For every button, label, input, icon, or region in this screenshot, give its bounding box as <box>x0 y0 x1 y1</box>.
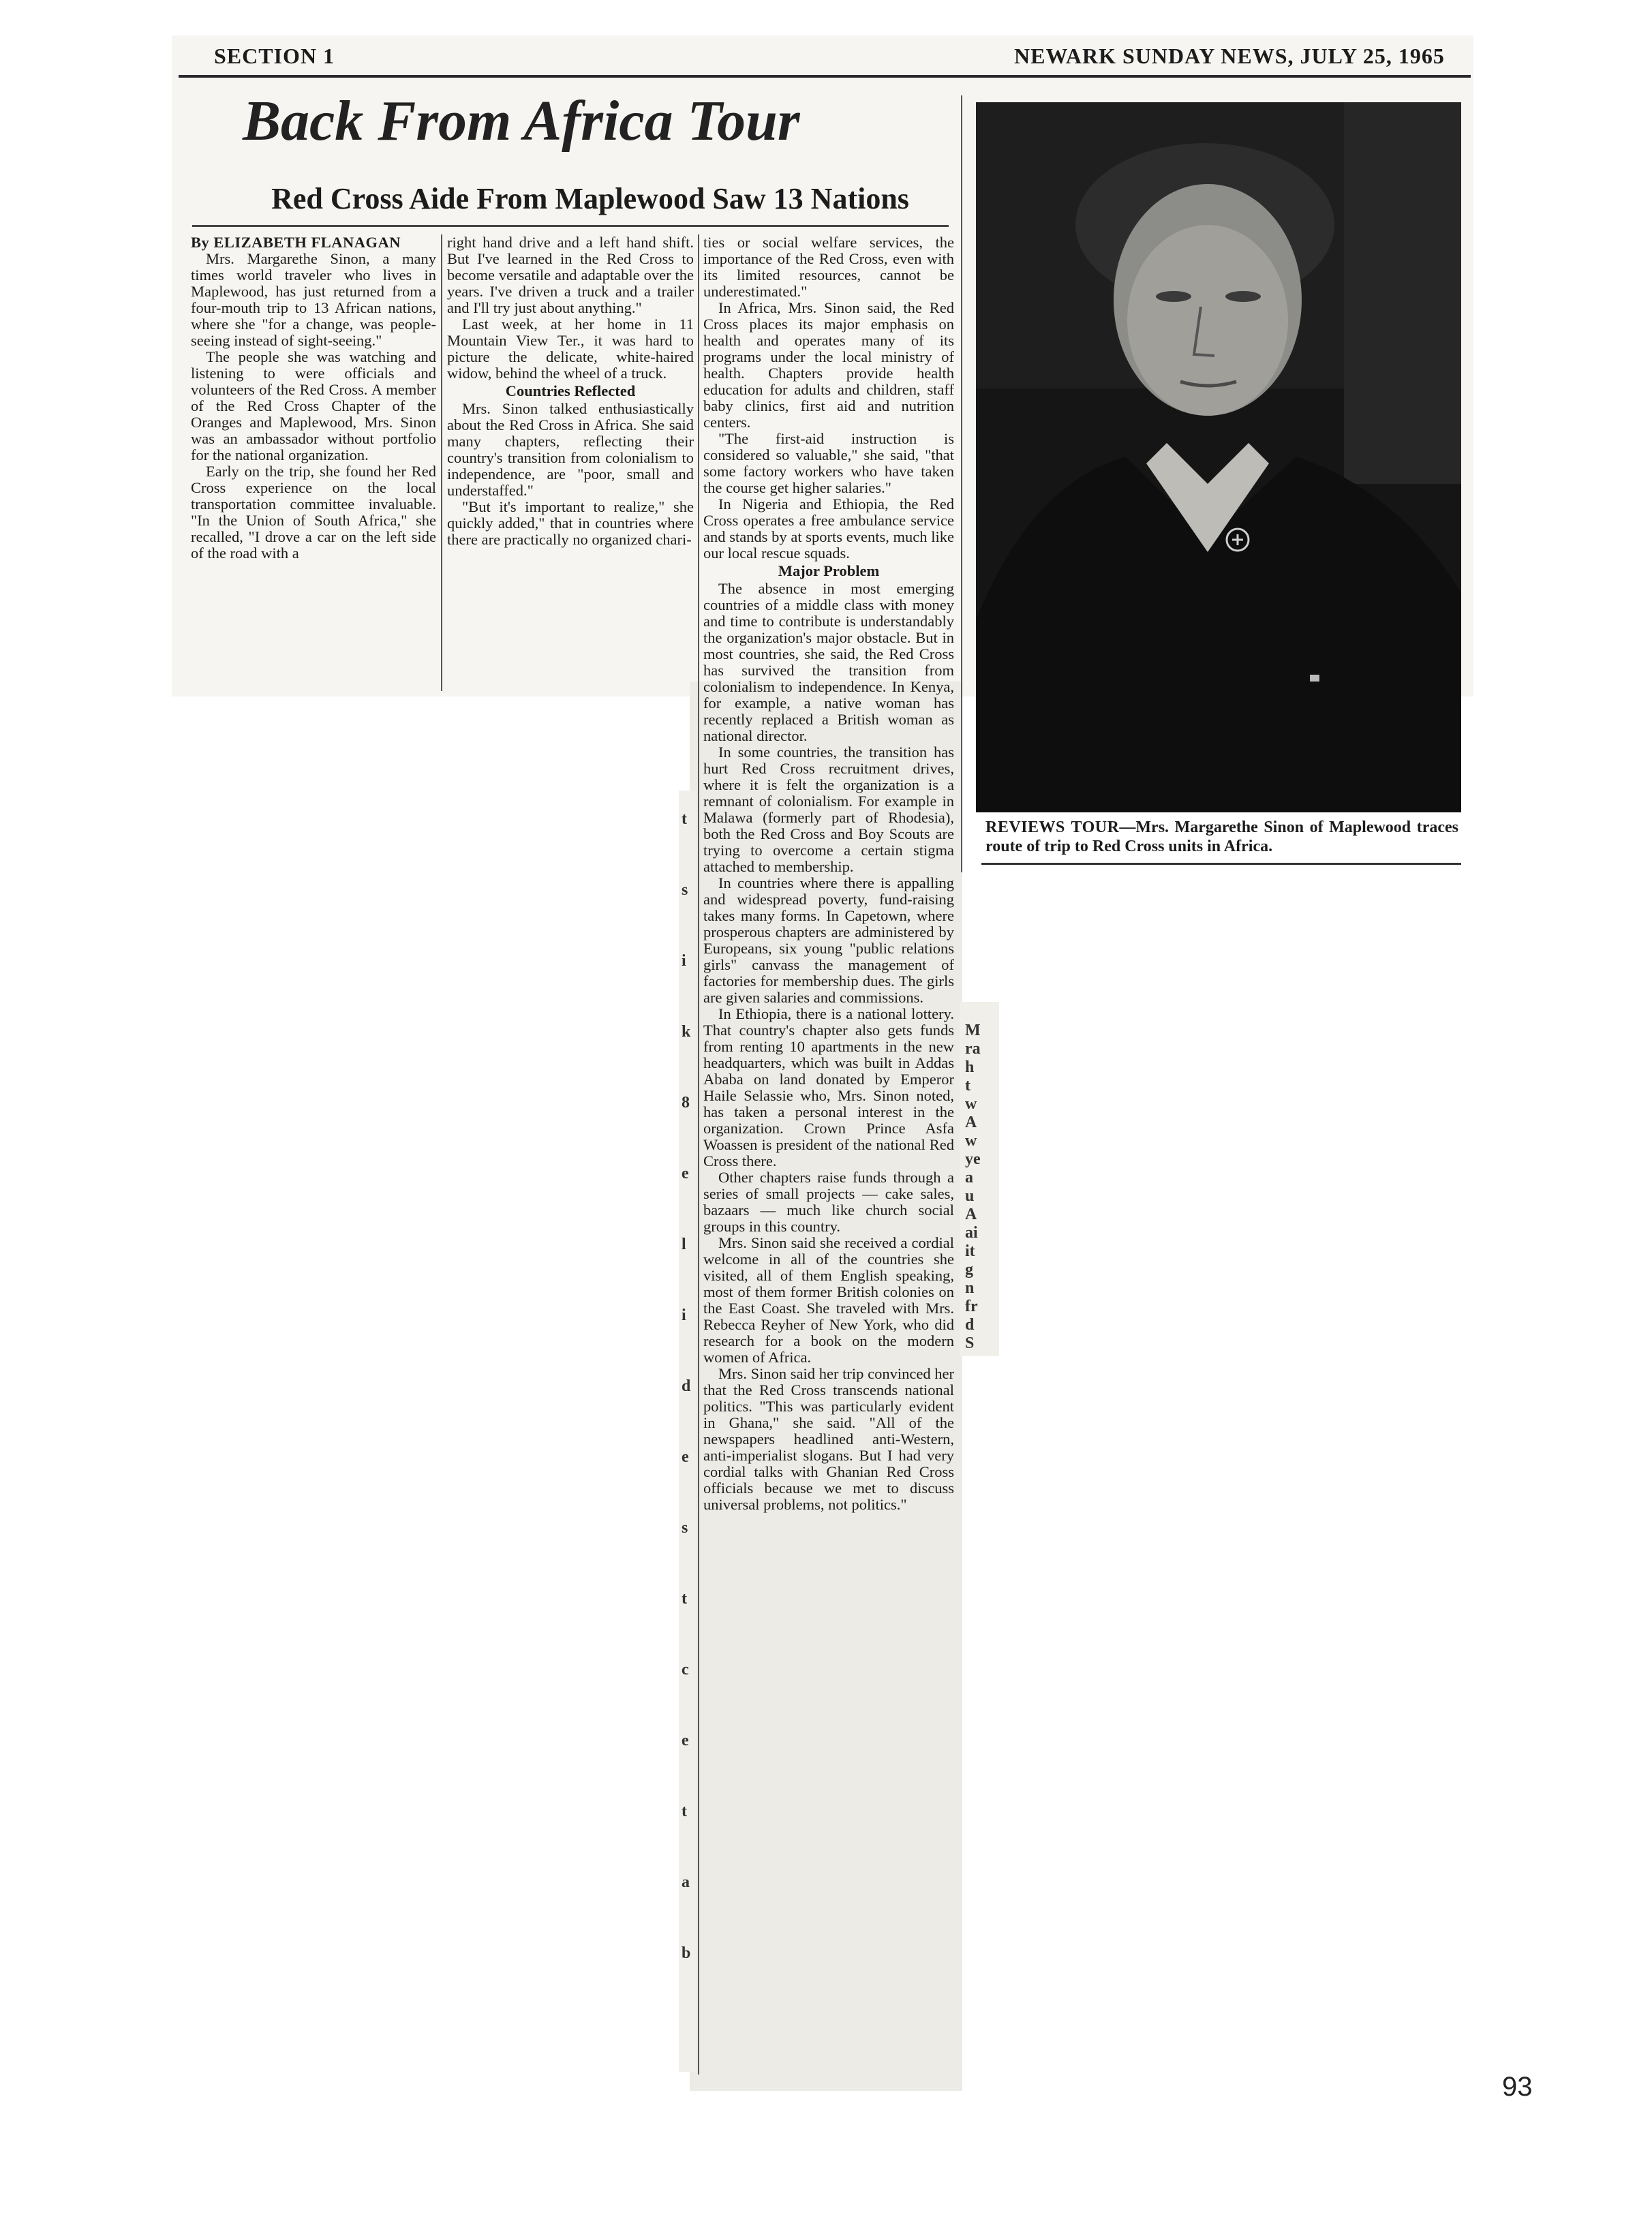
section-subhead: Countries Reflected <box>505 382 636 399</box>
paragraph: Mrs. Sinon said she received a cordial welcome in all of the countries she visited, all of them English speaking, most of them former British colonies on the East Coast. She traveled with Mrs. Rebecca Reyher of New York, who did research for a book on the modern women of Africa. <box>703 1234 954 1366</box>
cut-off-text-fragment: w <box>965 1095 977 1113</box>
newspaper-dateline: NEWARK SUNDAY NEWS, JULY 25, 1965 <box>1014 44 1445 68</box>
section-subhead: Major Problem <box>778 562 880 579</box>
paragraph: In some countries, the transition has hurt Red Cross recruitment drives, where it is felt the organization is a remnant of colonialism. For example in Malawa (formerly part of Rhodesia), both the Red Cross and Boy Scouts are trying to overcome a certain stigma attached to membership. <box>703 744 954 875</box>
cut-off-text-fragment: e <box>682 1732 689 1749</box>
paragraph: ties or social welfare services, the importance of the Red Cross, even with its limited resources, cannot be underestimated." <box>703 234 954 300</box>
cut-off-text-fragment: A <box>965 1206 977 1223</box>
paragraph: In Nigeria and Ethiopia, the Red Cross operates a free ambulance service and stands by at sports events, much like our local rescue squads. <box>703 495 954 562</box>
article-column-3 <box>703 234 954 2075</box>
cut-off-text-fragment: s <box>682 1519 688 1537</box>
cut-off-text-fragment: A <box>965 1114 977 1131</box>
cut-off-text-fragment: i <box>682 952 686 970</box>
caption-label: REVIEWS TOUR <box>985 818 1120 836</box>
cut-off-text-fragment: h <box>965 1058 975 1076</box>
cut-off-text-fragment: w <box>965 1132 977 1150</box>
photo-caption <box>985 818 1458 856</box>
cut-off-text-fragment: it <box>965 1242 975 1260</box>
cut-off-text-fragment: ra <box>965 1040 981 1058</box>
cut-off-text-fragment: fr <box>965 1298 978 1315</box>
caption-rule <box>981 863 1461 865</box>
header-rule <box>179 75 1471 78</box>
paragraph: The absence in most emerging countries of a middle class with money and time to contribute is understandably the organization's major obstacle. But in most countries, she said, the Red Cross has survived the transition from colonialism to independence. In Kenya, for example, a native woman has recently replaced a British woman as national director. <box>703 580 954 744</box>
cut-off-text-fragment: c <box>682 1661 689 1679</box>
cut-off-text-fragment: k <box>682 1023 691 1041</box>
cut-off-text-fragment: t <box>682 810 687 828</box>
portrait-photo <box>976 102 1461 812</box>
cut-off-text-fragment: i <box>682 1306 686 1324</box>
cut-off-text-fragment: t <box>682 1590 687 1608</box>
paragraph: Early on the trip, she found her Red Cross experience on the local transportation committee invaluable. "In the Union of South Africa," she recalled, "I drove a car on the left side of the road with a <box>191 463 436 562</box>
headline: Back From Africa Tour <box>243 89 800 153</box>
cut-off-text-fragment: b <box>682 1944 691 1962</box>
cut-off-text-fragment: t <box>965 1077 970 1095</box>
paragraph: In Ethiopia, there is a national lottery. That country's chapter also gets funds from renting 10 apartments in the new headquarters, which was built in Addas Ababa on land donated by Emperor Haile Selassie who, Mrs. Sinon noted, has taken a personal interest in the organization. Crown Prince Asfa Woassen is president of the national Red Cross there. <box>703 1005 954 1169</box>
article-column-1 <box>191 234 436 691</box>
cut-off-headline-fragment <box>1002 870 1343 885</box>
paragraph: Mrs. Margarethe Sinon, a many times world traveler who lives in Maplewood, has just returned from a four-mouth trip to 13 African nations, where she "for a change, was people-seeing instead of sight-seeing." <box>191 250 436 349</box>
cut-off-text-fragment: d <box>682 1377 691 1395</box>
portrait-photo-image <box>976 102 1461 812</box>
cut-off-text-fragment: a <box>682 1873 690 1891</box>
paragraph: "But it's important to realize," she quickly added," that in countries where there are practically no organized chari- <box>447 498 694 548</box>
paragraph: Mrs. Sinon talked enthusiastically about the Red Cross in Africa. She said many chapters, reflecting their country's transition from colonialism to independence, are "poor, small and understaffed." <box>447 400 694 499</box>
paragraph: Mrs. Sinon said her trip convinced her that the Red Cross transcends national politics. "This was particularly evident in Ghana," she said. "All of the newspapers headlined anti-Western, anti-imperialist slogans. But I had very cordial talks with Ghanian Red Cross officials because we met to discuss universal problems, not politics." <box>703 1365 954 1513</box>
caption-text: —Mrs. Margarethe Sinon of Maplewood traces route of trip to Red Cross units in Africa. <box>985 818 1458 855</box>
cut-off-text-fragment: g <box>965 1261 973 1279</box>
paragraph: In countries where there is appalling and widespread poverty, fund-raising takes many forms. In Capetown, where prosperous chapters are administered by Europeans, six young "public relations girls" canvass the management of factories for membership dues. The girls are given salaries and commissions. <box>703 874 954 1006</box>
column-divider <box>961 95 962 872</box>
cut-off-text-fragment: 8 <box>682 1094 690 1112</box>
cut-off-text-fragment: e <box>682 1165 689 1182</box>
paragraph: right hand drive and a left hand shift. But I've learned in the Red Cross to become versatile and adaptable over the years. I've driven a truck and a trailer and I'll try just about anything." <box>447 234 694 316</box>
cut-off-text-fragment: u <box>965 1187 975 1205</box>
cut-off-text-fragment: d <box>965 1316 975 1334</box>
cut-off-text-fragment: t <box>682 1803 687 1820</box>
page-number: 93 <box>1502 2072 1533 2102</box>
cut-off-text-fragment: n <box>965 1279 975 1297</box>
subheadline-rule <box>192 225 949 227</box>
cut-off-text-fragment: ye <box>965 1150 981 1168</box>
cut-off-text-fragment: M <box>965 1022 981 1039</box>
cut-off-text-fragment: S <box>965 1334 975 1352</box>
paragraph: Last week, at her home in 11 Mountain View Ter., it was hard to picture the delicate, white-haired widow, behind the wheel of a truck. <box>447 316 694 382</box>
cut-off-text-fragment: s <box>682 881 688 899</box>
section-label: SECTION 1 <box>214 44 335 68</box>
cut-off-text-fragment: a <box>965 1169 973 1187</box>
cut-off-text-fragment: l <box>682 1236 686 1253</box>
article-column-2 <box>447 234 694 691</box>
column-divider <box>698 234 699 2075</box>
byline: By ELIZABETH FLANAGAN <box>191 234 401 251</box>
paragraph: In Africa, Mrs. Sinon said, the Red Cross places its major emphasis on health and operates many of its programs under the local ministry of health. Chapters provide health education for adults and children, staff baby clinics, first aid and nutrition centers. <box>703 299 954 431</box>
column-divider <box>441 234 442 691</box>
paragraph: The people she was watching and listening to were officials and volunteers of the Red Cross. A member of the Red Cross Chapter of the Oranges and Maplewood, Mrs. Sinon was an ambassador without portfolio for the national organization. <box>191 348 436 463</box>
cut-off-text-fragment: ai <box>965 1224 978 1242</box>
paragraph: Other chapters raise funds through a series of small projects — cake sales, bazaars — much like church social groups in this country. <box>703 1169 954 1235</box>
subheadline: Red Cross Aide From Maplewood Saw 13 Nations <box>271 182 909 215</box>
cut-off-text-fragment: e <box>682 1448 689 1466</box>
paragraph: "The first-aid instruction is considered so valuable," she said, "that some factory workers who have taken the course get higher salaries." <box>703 430 954 496</box>
